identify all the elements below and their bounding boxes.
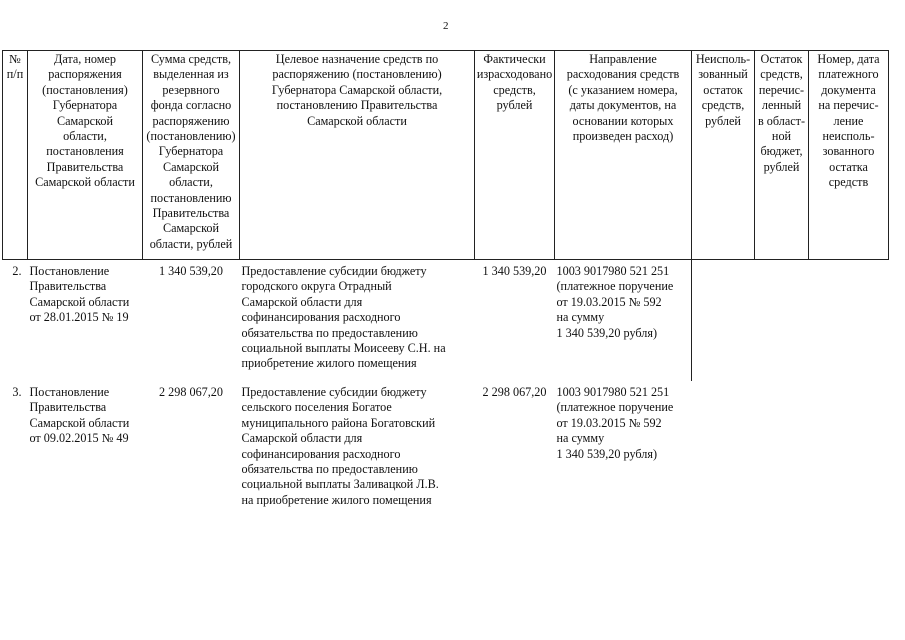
row-spent: 1 340 539,20 xyxy=(482,264,547,278)
row-document: Постановление Правительства Самарской области от 28.01.2015 № 19 xyxy=(29,264,130,325)
header-payment-doc: Номер, дата платежного документа на перечис- ление неисполь- зованного остатка средств xyxy=(809,51,889,260)
reserve-fund-table xyxy=(2,50,889,515)
header-purpose: Целевое назначение средств по распоряжению (постановлению) Губернатора Самарской области, постановлению Правительства Самарской области xyxy=(240,51,475,260)
row-returned xyxy=(755,381,809,515)
row-number: 3. xyxy=(12,385,22,399)
row-spent: 2 298 067,20 xyxy=(482,385,547,399)
row-allocated: 2 298 067,20 xyxy=(159,385,223,399)
header-document: Дата, номер распоряжения (постановления) Губернатора Самарской области, постановления Правительства Самарской области xyxy=(28,51,143,260)
row-purpose: Предоставление субсидии бюджету сельского поселения Богатое муниципального района Богатовский Самарской области для софинансирования расходного обязательства по предоставлению социальной выплаты Заливацкой Л.В. на приобретение жилого помещения xyxy=(241,385,439,507)
row-direction: 1003 9017980 521 251 (платежное поручение от 19.03.2015 № 592 на сумму 1 340 539,20 рубля) xyxy=(556,385,674,461)
row-payment-doc xyxy=(809,381,889,515)
row-returned xyxy=(755,260,809,382)
row-allocated: 1 340 539,20 xyxy=(159,264,223,278)
header-unused: Неисполь- зованный остаток средств, рублей xyxy=(692,51,755,260)
header-allocated-sum: Сумма средств, выделенная из резервного фонда согласно распоряжению (постановлению) Губернатора Самарской области, постановлению Правительства Самарской области, рублей xyxy=(143,51,240,260)
row-direction: 1003 9017980 521 251 (платежное поручение от 19.03.2015 № 592 на сумму 1 340 539,20 рубля) xyxy=(556,264,674,340)
page-number: 2 xyxy=(443,20,449,32)
table-row xyxy=(3,260,889,382)
row-unused xyxy=(692,260,755,382)
row-payment-doc xyxy=(809,260,889,382)
row-document: Постановление Правительства Самарской области от 09.02.2015 № 49 xyxy=(29,385,130,446)
row-number: 2. xyxy=(12,264,22,278)
header-row-number: № п/п xyxy=(3,51,28,260)
row-unused xyxy=(692,381,755,515)
table-header-row xyxy=(3,51,889,260)
header-spent: Фактически израсходовано средств, рублей xyxy=(475,51,555,260)
table-row xyxy=(3,381,889,515)
row-purpose: Предоставление субсидии бюджету городского округа Отрадный Самарской области для софинансирования расходного обязательства по предоставлению социальной выплаты Моисееву С.Н. на приобретение жилого помещения xyxy=(241,264,446,371)
header-direction: Направление расходования средств (с указанием номера, даты документов, на основании которых произведен расход) xyxy=(555,51,692,260)
header-returned: Остаток средств, перечис- ленный в област- ной бюджет, рублей xyxy=(755,51,809,260)
